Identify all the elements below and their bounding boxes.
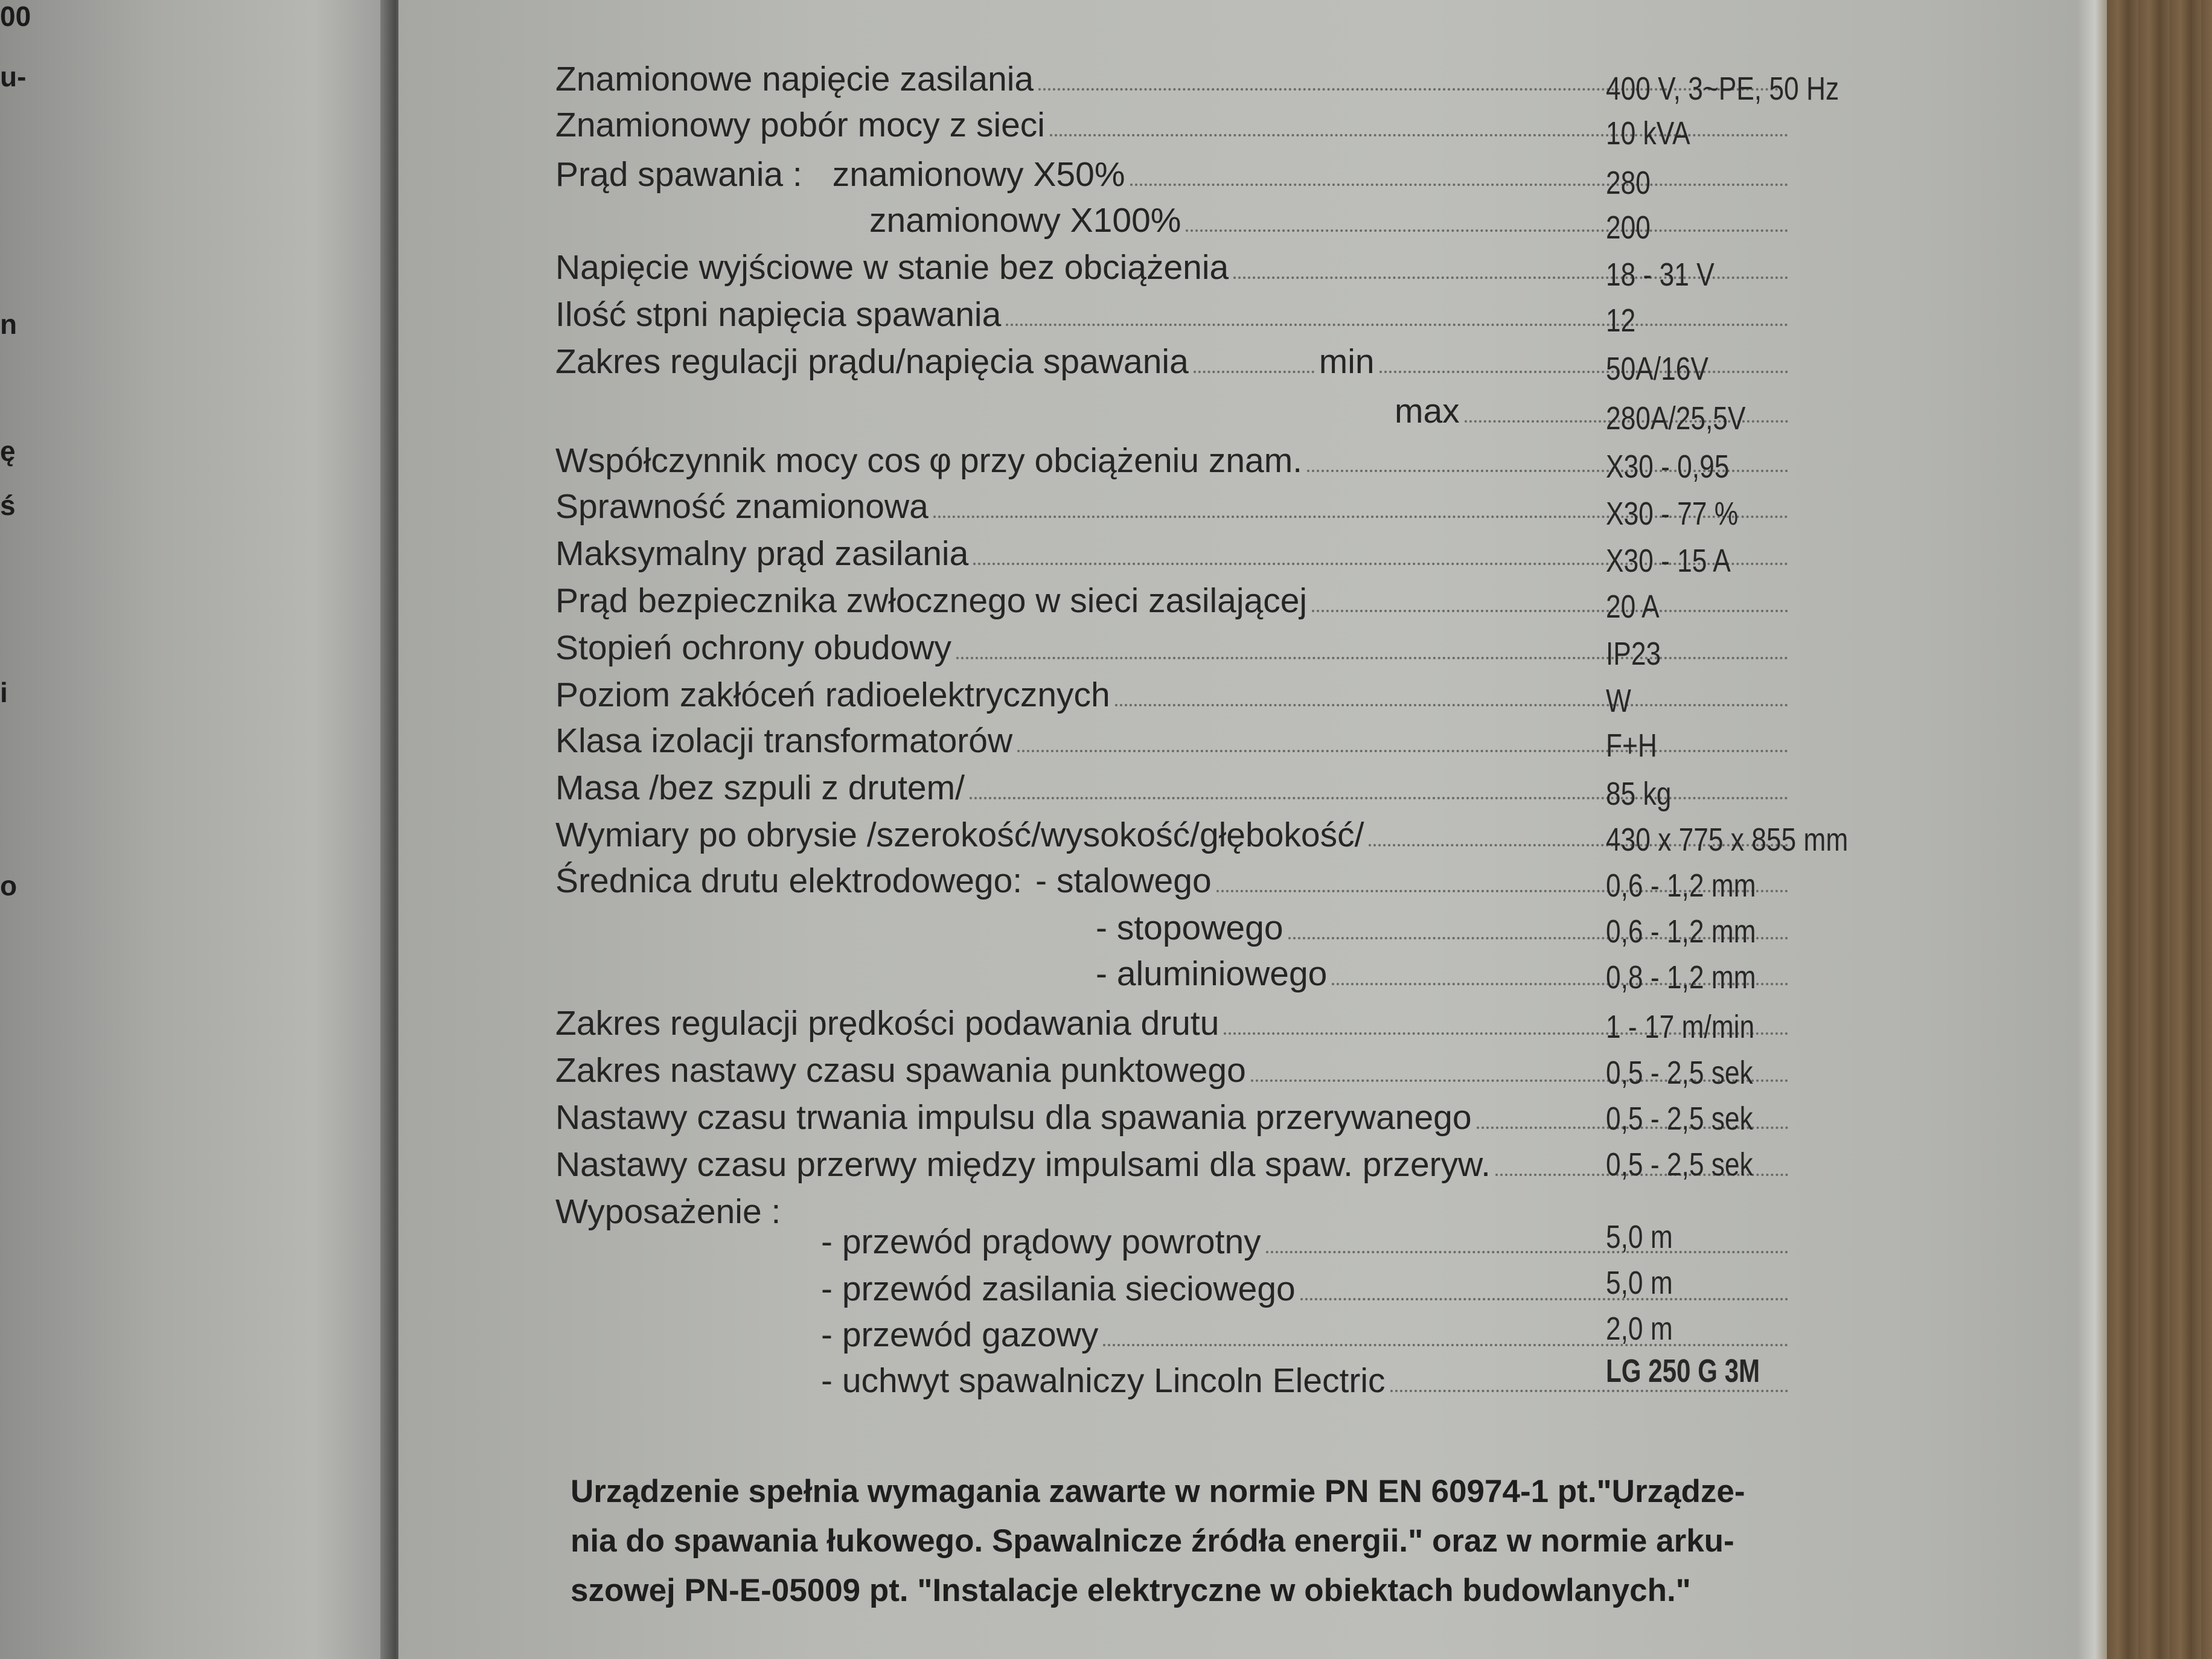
spec-row: Sprawność znamionowa: [555, 482, 1793, 526]
spec-row: Zakres regulacji prędkości podawania drutu: [555, 999, 1793, 1043]
spec-row: Nastawy czasu przerwy między impulsami dla spaw. przeryw.: [555, 1140, 1793, 1184]
spec-row: Ilość stpni napięcia spawania: [555, 290, 1793, 334]
table-surface: [2107, 0, 2212, 1659]
spec-row: Poziom zakłóceń radioelektrycznych: [555, 670, 1793, 715]
spec-value: 1 - 17 m/min: [1606, 1009, 1755, 1045]
spec-row: - przewód gazowy: [555, 1310, 1793, 1355]
left-fragment: o: [0, 870, 18, 901]
spec-row: Zakres regulacji prądu/napięcia spawania min: [555, 337, 1793, 382]
spec-value: 400 V, 3~PE, 50 Hz: [1606, 71, 1840, 107]
spec-row: Maksymalny prąd zasilania: [555, 529, 1793, 574]
compliance-line: Urządzenie spełnia wymagania zawarte w normie PN EN 60974-1 pt."Urządze-: [571, 1474, 1745, 1509]
compliance-line: szowej PN-E-05009 pt. "Instalacje elektryczne w obiektach budowlanych.": [571, 1573, 1691, 1608]
spec-value: 200: [1606, 209, 1651, 246]
spec-row: - przewód prądowy powrotny: [555, 1217, 1793, 1262]
spec-value: 0,5 - 2,5 sek: [1606, 1101, 1753, 1137]
left-page: [0, 0, 392, 1659]
left-fragment: u-: [0, 61, 27, 92]
spec-value: 0,6 - 1,2 mm: [1606, 913, 1756, 950]
spec-value: 2,0 m: [1606, 1311, 1673, 1347]
spec-value: 5,0 m: [1606, 1265, 1673, 1301]
spec-value: 280A/25,5V: [1606, 400, 1746, 436]
spec-value: 280: [1606, 165, 1651, 201]
spec-value: 0,8 - 1,2 mm: [1606, 959, 1756, 996]
compliance-statement: [571, 1467, 1935, 1616]
spec-row: - stopowego: [555, 903, 1793, 948]
left-fragment: n: [0, 308, 18, 340]
spec-row: Napięcie wyjściowe w stanie bez obciążenia: [555, 243, 1793, 287]
spec-row: Znamionowy pobór mocy z sieci: [555, 100, 1793, 145]
spec-row: - aluminiowego: [555, 949, 1793, 994]
phi-symbol: φ: [929, 441, 951, 480]
spec-row: Prąd spawania : znamionowy X50%: [555, 150, 1793, 194]
spec-row: Zakres nastawy czasu spawania punktowego: [555, 1046, 1793, 1090]
spec-row: Nastawy czasu trwania impulsu dla spawania przerywanego: [555, 1093, 1793, 1137]
left-fragment: ś: [0, 490, 16, 521]
spec-value: 10 kVA: [1606, 115, 1690, 152]
compliance-line: nia do spawania łukowego. Spawalnicze źródła energii." oraz w normie arku-: [571, 1523, 1734, 1559]
left-fragment: ę: [0, 435, 16, 467]
spec-value: 18 - 31 V: [1606, 257, 1715, 293]
spec-row: max: [555, 386, 1793, 431]
spec-row: Klasa izolacji transformatorów: [555, 716, 1793, 761]
spec-value: X30 - 15 A: [1606, 543, 1731, 579]
spec-row: Prąd bezpiecznika zwłocznego w sieci zasilającej: [555, 576, 1793, 621]
spec-row: Znamionowe napięcie zasilania: [555, 54, 1793, 99]
spec-value: X30 - 0,95: [1606, 449, 1730, 485]
spec-row: Wyposażenie :: [555, 1192, 781, 1231]
spec-row: Współczynnik mocy cos φ przy obciążeniu znam.: [555, 436, 1793, 481]
spec-row: Wymiary po obrysie /szerokość/wysokość/głębokość/: [555, 810, 1793, 855]
spec-value: 5,0 m: [1606, 1219, 1673, 1255]
spec-value: 430 x 775 x 855 mm: [1606, 822, 1849, 858]
spec-value: 50A/16V: [1606, 351, 1709, 387]
spec-value: 0,6 - 1,2 mm: [1606, 868, 1756, 904]
spec-value: X30 - 77 %: [1606, 496, 1739, 532]
spec-row: znamionowy X100%: [555, 196, 1793, 240]
spec-value: W: [1606, 683, 1631, 719]
spec-row: Masa /bez szpuli z drutem/: [555, 763, 1793, 808]
spec-value: LG 250 G 3M: [1606, 1353, 1760, 1389]
spec-row: - uchwyt spawalniczy Lincoln Electric: [555, 1356, 1793, 1401]
spec-value: IP23: [1606, 636, 1661, 672]
spec-row: Średnica drutu elektrodowego: - stalowego: [555, 856, 1793, 901]
left-fragment: i: [0, 677, 8, 708]
spec-value: 85 kg: [1606, 776, 1672, 812]
spec-value: 0,5 - 2,5 sek: [1606, 1146, 1753, 1183]
spec-value: F+H: [1606, 727, 1657, 764]
left-fragment: 00: [0, 1, 31, 32]
spec-value: 12: [1606, 302, 1636, 339]
spec-row: Stopień ochrony obudowy: [555, 623, 1793, 668]
spec-value: 20 A: [1606, 589, 1660, 625]
spec-value: 0,5 - 2,5 sek: [1606, 1055, 1753, 1091]
spec-row: - przewód zasilania sieciowego: [555, 1264, 1793, 1309]
